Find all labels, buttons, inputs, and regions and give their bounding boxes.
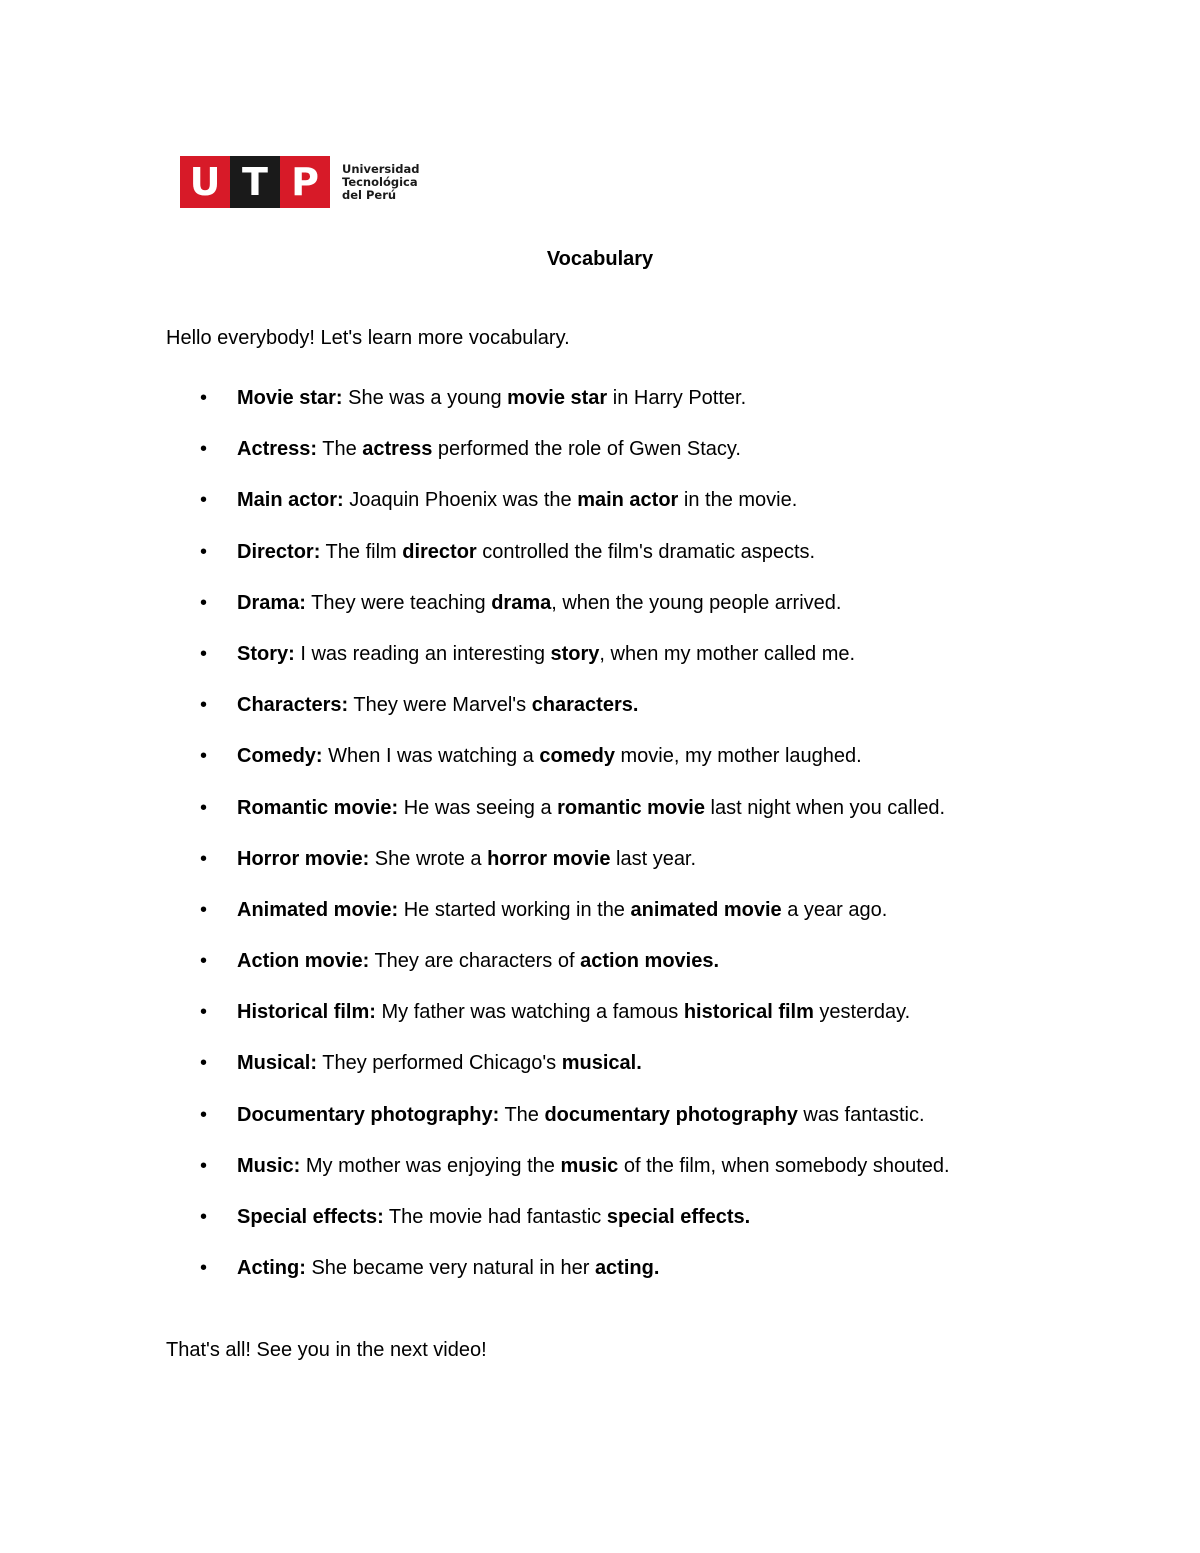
list-item — [0, 437, 950, 488]
vocab-term: Musical: — [237, 1052, 318, 1075]
highlighted-term: animated movie — [630, 898, 782, 921]
vocab-term: Music: — [237, 1154, 301, 1177]
vocab-term: Actress: — [237, 438, 318, 461]
example-text: He started working in the — [398, 898, 631, 921]
bullet-icon: • — [200, 847, 208, 870]
bullet-icon: • — [200, 489, 208, 512]
example-text: The movie had fantastic — [383, 1206, 607, 1228]
list-item — [0, 386, 950, 437]
example-text: He was seeing a — [398, 796, 558, 819]
list-item — [0, 540, 950, 591]
highlighted-term: acting. — [594, 1257, 660, 1280]
logo-line: del Perú — [342, 187, 397, 202]
example-text: last year. — [610, 847, 697, 870]
example-text: last night when you called. — [704, 796, 946, 819]
logo-letter-t: T — [230, 156, 280, 208]
list-item — [0, 898, 950, 949]
bullet-icon: • — [200, 1154, 208, 1177]
bullet-icon: • — [200, 642, 208, 665]
example-text: , when the young people arrived. — [551, 591, 842, 614]
highlighted-term: characters. — [531, 694, 639, 717]
vocab-term: Movie star: — [237, 387, 343, 409]
vocab-term: Action movie: — [237, 950, 370, 973]
list-item — [0, 796, 950, 847]
intro-text: Hello everybody! Let's learn more vocabulary. — [166, 327, 570, 349]
utp-logo — [180, 156, 419, 208]
example-text: My father was watching a famous — [375, 1001, 684, 1024]
outro-text: That's all! See you in the next video! — [166, 1339, 487, 1361]
example-text: yesterday. — [813, 1001, 911, 1024]
highlighted-term: action movies. — [580, 950, 720, 973]
example-text: They are characters of — [369, 950, 581, 973]
bullet-icon: • — [200, 1052, 208, 1075]
list-item — [0, 949, 950, 1000]
example-text: They performed Chicago's — [317, 1052, 562, 1075]
example-text: The — [317, 438, 363, 461]
highlighted-term: main actor — [577, 489, 679, 512]
vocab-term: Documentary photography: — [237, 1103, 500, 1126]
vocab-term: Horror movie: — [237, 847, 370, 870]
bullet-icon: • — [200, 438, 208, 461]
vocab-term: Historical film: — [237, 1001, 376, 1024]
list-item — [0, 1205, 950, 1256]
highlighted-term: documentary photography — [544, 1103, 798, 1126]
example-text: When I was watching a — [322, 745, 540, 768]
logo-letter-p: P — [280, 156, 330, 208]
vocab-term: Director: — [237, 540, 321, 563]
bullet-icon: • — [200, 745, 208, 768]
example-text: in Harry Potter. — [607, 387, 747, 409]
highlighted-term: director — [402, 540, 477, 563]
example-text: They were Marvel's — [348, 694, 532, 717]
highlighted-term: romantic movie — [557, 796, 705, 819]
example-text: I was reading an interesting — [294, 642, 551, 665]
list-item — [0, 591, 950, 642]
example-text: was fantastic. — [797, 1103, 925, 1126]
example-text: My mother was enjoying the — [300, 1154, 561, 1177]
bullet-icon: • — [200, 694, 208, 717]
bullet-icon: • — [200, 898, 208, 921]
example-text: controlled the film's dramatic aspects. — [476, 540, 816, 563]
example-text: of the film, when somebody shouted. — [618, 1154, 950, 1177]
highlighted-term: story — [550, 642, 600, 665]
highlighted-term: historical film — [683, 1001, 814, 1024]
highlighted-term: drama — [491, 591, 552, 614]
example-text: They were teaching — [305, 591, 492, 614]
highlighted-term: music — [560, 1154, 619, 1177]
list-item — [0, 1103, 950, 1154]
example-text: in the movie. — [678, 489, 798, 512]
highlighted-term: actress — [362, 438, 433, 461]
vocab-term: Acting: — [237, 1257, 306, 1280]
example-text: She became very natural in her — [305, 1257, 595, 1280]
logo-letter-u: U — [180, 156, 230, 208]
list-item — [0, 744, 950, 795]
logo-line: Tecnológica — [342, 174, 418, 189]
example-text: , when my mother called me. — [599, 642, 856, 665]
vocab-term: Story: — [237, 642, 295, 665]
bullet-icon: • — [200, 796, 208, 819]
bullet-icon: • — [200, 591, 208, 614]
highlighted-term: comedy — [539, 745, 615, 768]
highlighted-term: musical. — [561, 1052, 642, 1075]
list-item — [0, 693, 950, 744]
example-text: movie, my mother laughed. — [614, 745, 862, 768]
vocab-term: Characters: — [237, 694, 349, 717]
vocab-term: Special effects: — [237, 1206, 384, 1228]
vocab-term: Main actor: — [237, 489, 344, 512]
example-text: She wrote a — [369, 847, 488, 870]
vocab-term: Animated movie: — [237, 898, 399, 921]
vocab-term: Drama: — [237, 591, 306, 614]
bullet-icon: • — [200, 1103, 208, 1126]
vocabulary-list — [0, 386, 950, 1307]
bullet-icon: • — [200, 540, 208, 563]
bullet-icon: • — [200, 950, 208, 973]
example-text: performed the role of Gwen Stacy. — [432, 438, 741, 461]
logo-line: Universidad — [342, 161, 420, 176]
logo-text — [342, 163, 419, 202]
example-text: The — [499, 1103, 545, 1126]
vocab-term: Comedy: — [237, 745, 323, 768]
example-text: Joaquin Phoenix was the — [343, 489, 578, 512]
list-item — [0, 1256, 950, 1307]
list-item — [0, 1154, 950, 1205]
example-text: The film — [320, 540, 403, 563]
vocab-term: Romantic movie: — [237, 796, 399, 819]
list-item — [0, 1051, 950, 1102]
bullet-icon: • — [200, 1001, 208, 1024]
bullet-icon: • — [200, 1257, 208, 1280]
page-title: Vocabulary — [546, 248, 654, 270]
bullet-icon: • — [200, 387, 208, 409]
highlighted-term: special effects. — [606, 1206, 751, 1228]
list-item — [0, 847, 950, 898]
bullet-icon: • — [200, 1206, 208, 1228]
list-item — [0, 642, 950, 693]
example-text: She was a young — [342, 387, 508, 409]
highlighted-term: horror movie — [487, 847, 611, 870]
highlighted-term: movie star — [507, 387, 608, 409]
list-item — [0, 488, 950, 539]
example-text: a year ago. — [781, 898, 888, 921]
list-item — [0, 1000, 950, 1051]
